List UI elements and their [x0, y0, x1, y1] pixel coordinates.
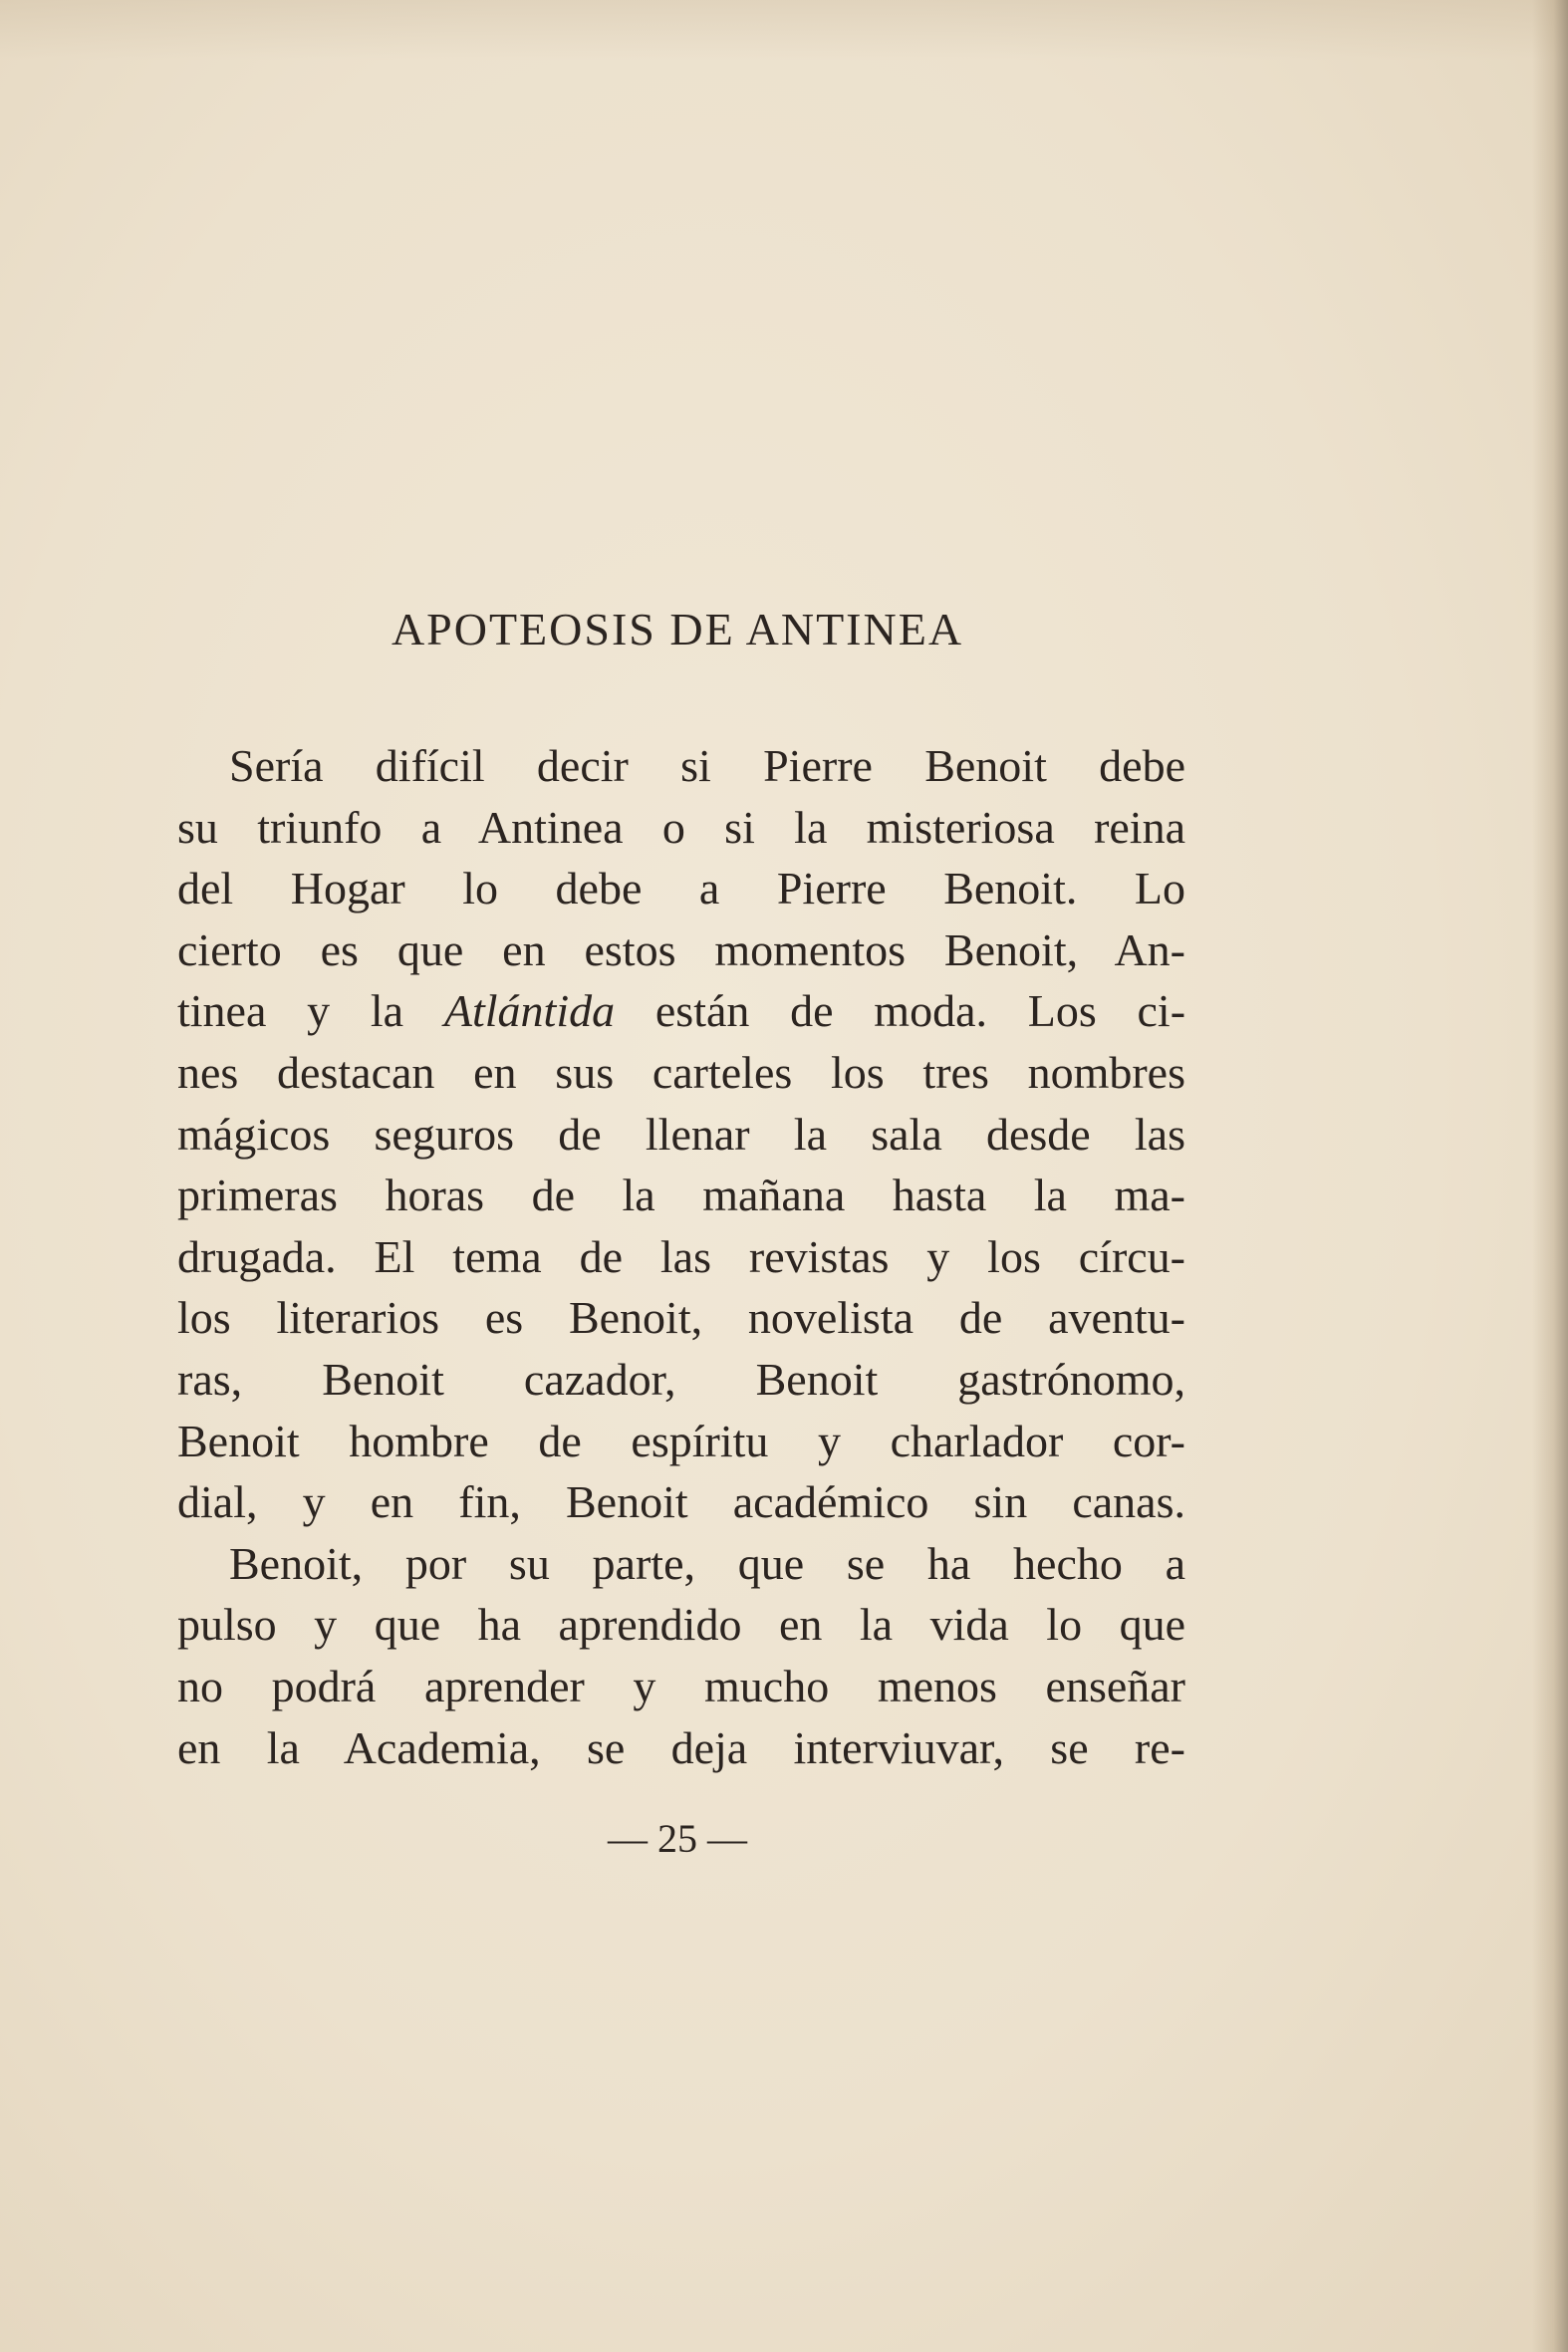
page-top-shading [0, 0, 1568, 60]
italic-title-atlantida: Atlántida [443, 985, 616, 1037]
text-line: nes destacan en sus carteles los tres nombres [177, 1046, 1185, 1098]
text-line: pulso y que ha aprendido en la vida lo que [177, 1599, 1185, 1651]
chapter-title: APOTEOSIS DE ANTINEA [391, 604, 964, 654]
text-line: cierto es que en estos momentos Benoit, An- [177, 923, 1185, 975]
body-text [177, 735, 1185, 1778]
text-line-with-italic [177, 980, 1185, 1042]
text-segment: tinea y la [177, 985, 404, 1037]
text-line: Benoit, por su parte, que se ha hecho a [229, 1537, 1185, 1589]
text-line: no podrá aprender y mucho menos enseñar [177, 1660, 1185, 1711]
text-line: su triunfo a Antinea o si la misteriosa reina [177, 801, 1185, 853]
text-line: mágicos seguros de llenar la sala desde las [177, 1108, 1185, 1160]
text-line: Benoit hombre de espíritu y charlador cor- [177, 1415, 1185, 1466]
text-segment: están de moda. Los ci- [654, 985, 1186, 1037]
text-line: drugada. El tema de las revistas y los círcu- [177, 1230, 1185, 1282]
text-line: del Hogar lo debe a Pierre Benoit. Lo [177, 863, 1185, 915]
text-line: los literarios es Benoit, novelista de aventu- [177, 1292, 1185, 1344]
text-line: en la Academia, se deja interviuvar, se re- [177, 1721, 1185, 1773]
text-line: primeras horas de la mañana hasta la ma- [177, 1170, 1185, 1221]
text-line: ras, Benoit cazador, Benoit gastrónomo, [177, 1353, 1185, 1405]
page-right-edge-shading [1532, 0, 1568, 2352]
page-number: — 25 — [608, 1816, 747, 1861]
text-line: Sería difícil decir si Pierre Benoit debe [229, 740, 1185, 791]
text-line: dial, y en fin, Benoit académico sin canas. [177, 1476, 1185, 1528]
